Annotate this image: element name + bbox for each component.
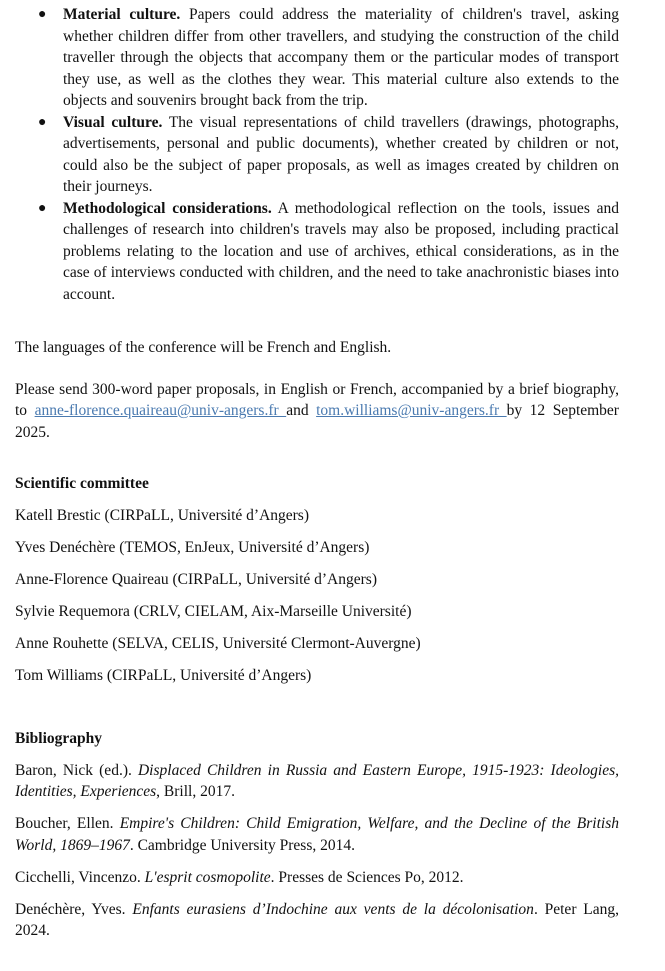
ref-title: Enfants eurasiens d’Indochine aux vents de la décolonisation — [132, 900, 534, 918]
bullet-visual-culture — [38, 112, 619, 198]
bullet-title: Methodological considerations. — [63, 199, 272, 217]
bibliography-entry — [15, 867, 619, 889]
bullet-material-culture — [38, 4, 620, 112]
bibliography-entry — [15, 760, 619, 803]
bullet-dot: ● — [38, 200, 47, 216]
submission-text-middle: and — [286, 402, 317, 419]
scientific-committee-heading: Scientific committee — [15, 475, 149, 492]
bullet-title: Visual culture. — [63, 113, 163, 131]
submission-text-after: by 12 September 2025. — [15, 402, 619, 441]
email-link-williams[interactable]: tom.williams@univ-angers.fr — [316, 402, 507, 419]
bullet-text: A methodological reflection on the tools, issues and challenges of research into children's travels may also be proposed, including practical problems relating to the location and use of archives, ethical considerations, as in the case of interviews conducted with children, and the need to take anachronistic biases into account. — [63, 199, 619, 303]
bullet-title: Material culture. — [63, 6, 181, 23]
ref-title: Empire's Children: Child Emigration, Welfare, and the Decline of the British World, 1869–1967 — [15, 815, 619, 854]
ref-author: Denéchère, Yves. — [15, 900, 133, 918]
submission-paragraph — [15, 379, 619, 444]
bullet-text: Papers could address the materiality of children's travel, asking whether children differ from other travellers, and studying the construction of the child traveller through the objects that accompany them or the particular modes of transport they use, as well as the clothes they wear. This material culture also extends to the objects and souvenirs brought back from the trip. — [63, 6, 620, 109]
ref-author: Boucher, Ellen. — [15, 815, 120, 832]
submission-text-before: Please send 300-word paper proposals, in English or French, accompanied by a brief biography, to — [15, 380, 619, 419]
committee-member: Anne Rouhette (SELVA, CELIS, Université Clermont-Auvergne) — [15, 635, 421, 652]
bullet-methodological-considerations — [38, 198, 619, 306]
committee-member: Tom Williams (CIRPaLL, Université d’Angers) — [15, 667, 312, 684]
email-link-quaireau[interactable]: anne-florence.quaireau@univ-angers.fr — [34, 402, 287, 419]
bullet-dot: ● — [38, 114, 47, 130]
ref-author: Baron, Nick (ed.). — [15, 761, 138, 779]
ref-author: Cicchelli, Vincenzo. — [15, 868, 145, 886]
committee-member: Yves Denéchère (TEMOS, EnJeux, Université d’Angers) — [15, 539, 370, 556]
ref-details: . Presses de Sciences Po, 2012. — [270, 868, 464, 886]
ref-details: . Peter Lang, 2024. — [15, 900, 620, 939]
ref-title: Displaced Children in Russia and Eastern Europe, 1915-1923: Ideologies, Identities, Experiences — [15, 761, 619, 800]
bullet-dot: ● — [38, 7, 47, 22]
ref-details: . Cambridge University Press, 2014. — [129, 836, 355, 854]
committee-member: Katell Brestic (CIRPaLL, Université d’Angers) — [15, 507, 309, 524]
bibliography-entry — [15, 899, 619, 942]
ref-details: , Brill, 2017. — [156, 783, 235, 800]
bibliography-entry — [15, 813, 619, 856]
committee-member: Sylvie Requemora (CRLV, CIELAM, Aix-Marseille Université) — [15, 603, 412, 620]
bibliography-heading: Bibliography — [15, 729, 102, 747]
languages-paragraph: The languages of the conference will be French and English. — [15, 339, 392, 356]
topic-bullet-list — [15, 4, 619, 305]
bullet-text: The visual representations of child travellers (drawings, photographs, advertisements, personal and public documents), whether created by children or not, could also be the subject of paper proposals, as well as images created by children on their journeys. — [63, 113, 619, 195]
ref-title: L'esprit cosmopolite — [144, 868, 271, 886]
committee-member: Anne-Florence Quaireau (CIRPaLL, Université d’Angers) — [15, 571, 377, 588]
